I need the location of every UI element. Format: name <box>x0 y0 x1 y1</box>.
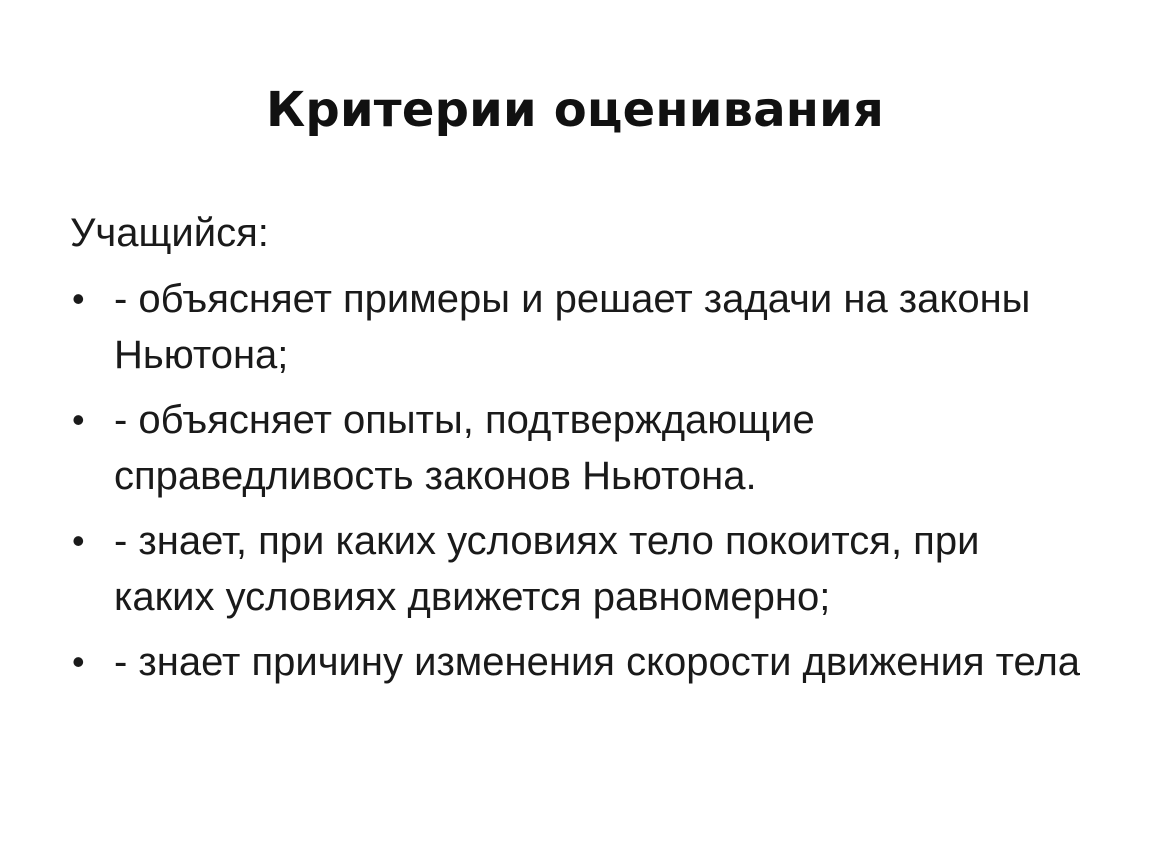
bullet-icon: • <box>72 278 85 319</box>
intro-text: Учащийся: <box>70 211 269 255</box>
criteria-list <box>70 271 1090 690</box>
bullet-icon: • <box>72 520 85 561</box>
criteria-text: - знает причину изменения скорости движения тела <box>114 640 1081 684</box>
slide-title: Критерии оценивания <box>265 82 885 138</box>
slide-content <box>70 205 1090 699</box>
criteria-item <box>70 513 1090 625</box>
criteria-text: - знает, при каких условиях тело покоится, при каких условиях движется равномерно; <box>114 519 980 619</box>
bullet-icon: • <box>72 641 85 682</box>
criteria-item <box>70 634 1090 690</box>
criteria-text: - объясняет примеры и решает задачи на законы Ньютона; <box>114 277 1031 377</box>
criteria-item <box>70 392 1090 504</box>
criteria-item <box>70 271 1090 383</box>
bullet-icon: • <box>72 399 85 440</box>
criteria-text: - объясняет опыты, подтверждающие справедливость законов Ньютона. <box>114 398 815 498</box>
